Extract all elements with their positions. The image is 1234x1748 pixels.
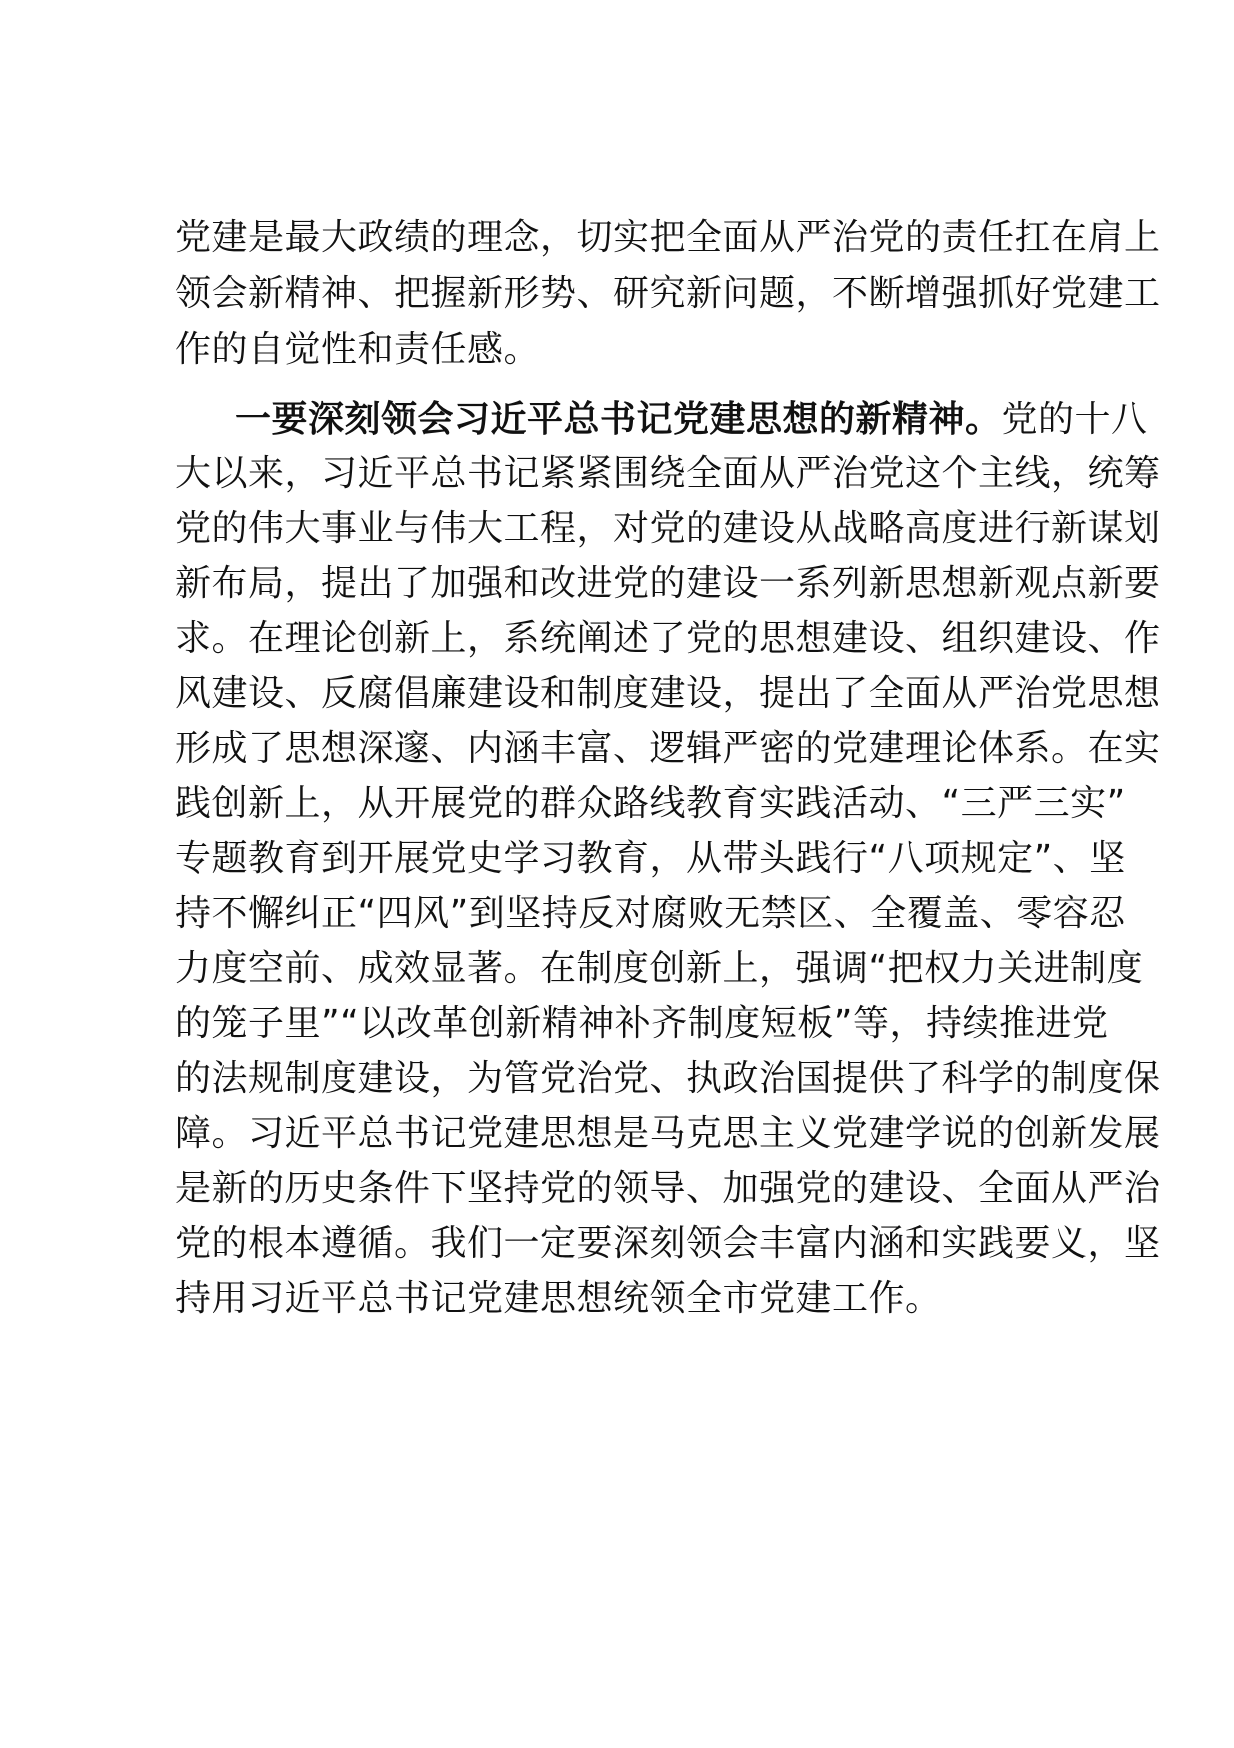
text-line: 党的根本遵循。我们一定要深刻领会丰富内涵和实践要义，坚 [175, 1223, 1161, 1264]
text-line: 形成了思想深邃、内涵丰富、逻辑严密的党建理论体系。在实 [175, 728, 1161, 769]
text-line: 新布局，提出了加强和改进党的建设一系列新思想新观点新要 [175, 563, 1161, 604]
first-line-rest: 党的十八 [1001, 399, 1148, 440]
text-line: 作的自觉性和责任感。 [175, 329, 541, 370]
text-line: 领会新精神、把握新形势、研究新问题，不断增强抓好党建工 [175, 273, 1161, 314]
text-line: 持不懈纠正“四风”到坚持反对腐败无禁区、全覆盖、零容忍 [175, 893, 1126, 934]
paragraph-lead: 一要深刻领会习近平总书记党建思想的新精神。 [235, 399, 1002, 440]
text-line: 障。习近平总书记党建思想是马克思主义党建学说的创新发展 [175, 1113, 1161, 1154]
text-line: 践创新上，从开展党的群众路线教育实践活动、“三严三实” [175, 783, 1126, 824]
text-line-first [235, 390, 1148, 450]
text-line: 的笼子里”“以改革创新精神补齐制度短板”等，持续推进党 [175, 1003, 1109, 1044]
text-line: 大以来，习近平总书记紧紧围绕全面从严治党这个主线，统筹 [175, 453, 1161, 494]
text-line: 是新的历史条件下坚持党的领导、加强党的建设、全面从严治 [175, 1168, 1161, 1209]
text-line: 求。在理论创新上，系统阐述了党的思想建设、组织建设、作 [175, 618, 1161, 659]
text-line: 力度空前、成效显著。在制度创新上，强调“把权力关进制度 [175, 948, 1144, 989]
text-line: 持用习近平总书记党建思想统领全市党建工作。 [175, 1278, 942, 1319]
text-line: 的法规制度建设，为管党治党、执政治国提供了科学的制度保 [175, 1058, 1161, 1099]
text-line: 风建设、反腐倡廉建设和制度建设，提出了全面从严治党思想 [175, 673, 1161, 714]
text-line: 专题教育到开展党史学习教育，从带头践行“八项规定”、坚 [175, 838, 1126, 879]
text-line: 党的伟大事业与伟大工程，对党的建设从战略高度进行新谋划 [175, 508, 1161, 549]
text-line: 党建是最大政绩的理念，切实把全面从严治党的责任扛在肩上 [175, 217, 1161, 258]
